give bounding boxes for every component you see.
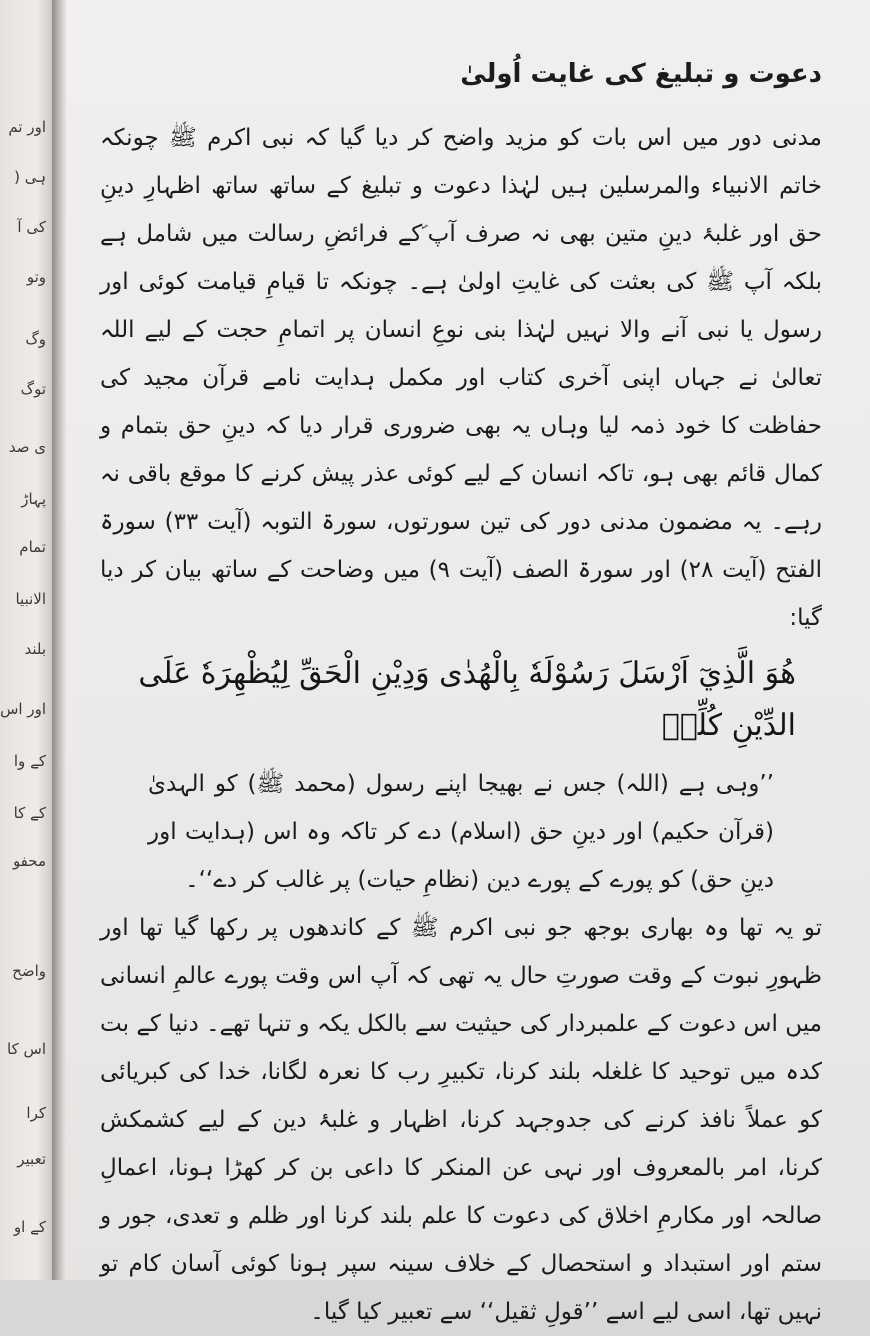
margin-fragment: توگ	[20, 380, 46, 398]
page-content	[100, 52, 822, 1336]
margin-fragment: ہی (	[14, 168, 46, 186]
margin-fragment: محفو	[12, 852, 46, 870]
verse-translation: ’’وہی ہے (اللہ) جس نے بھیجا اپنے رسول (محمد ﷺ) کو الہدیٰ (قرآن حکیم) اور دینِ حق (اسلام) دے کر تاکہ وہ اس (ہدایت اور دینِ حق) کو پورے کے پورے دین (نظامِ حیات) پر غالب کر دے‘‘۔	[148, 771, 774, 893]
margin-fragment: تعبیر	[17, 1150, 46, 1168]
margin-fragment: الانبیا	[15, 590, 46, 608]
book-gutter	[52, 0, 66, 1280]
book-page	[66, 0, 870, 1325]
margin-fragment: کے او	[13, 1218, 46, 1236]
margin-fragment: واضح	[12, 962, 46, 980]
previous-page-edge	[0, 0, 53, 1280]
margin-fragment: اس کا	[7, 1040, 46, 1058]
margin-fragment: ی صد	[8, 438, 46, 456]
margin-fragment: تمام	[19, 538, 46, 556]
margin-fragment: پہاڑ	[21, 490, 46, 508]
paragraph-conclusion: تو یہ تھا وہ بھاری بوجھ جو نبی اکرم ﷺ کے کاندھوں پر رکھا گیا تھا اور ظہورِ نبوت کے وقت صورتِ حال یہ تھی کہ آپ اس وقت پورے عالمِ انسانی میں اس دعوت کے علمبردار کی حیثیت سے بالکل یکہ و تنہا تھے۔ دنیا کے بت کدہ میں توحید کا غلغلہ بلند کرنا، تکبیرِ رب کا نعرہ لگانا، خدا کی کبریائی کو عملاً نافذ کرنے کی جدوجہد کرنا، اظہار و غلبۂ دین کے لیے کشمکش کرنا، امر بالمعروف اور نہی عن المنکر کا داعی بن کر کھڑا ہونا، اعمالِ صالحہ اور مکارمِ اخلاق کی دعوت کا علم بلند کرنا اور ظلم و تعدی، جور و ستم اور استبداد و استحصال کے خلاف سینہ سپر ہونا کوئی آسان کام تو نہیں تھا، اسی لیے اسے ’’قولِ ثقیل‘‘ سے تعبیر کیا گیا۔	[100, 915, 822, 1325]
section-heading: دعوت و تبلیغ کی غایت اُولیٰ	[460, 59, 822, 89]
margin-fragment: وگ	[25, 330, 46, 348]
margin-fragment: بلند	[24, 640, 46, 658]
margin-fragment: اور اس	[0, 700, 46, 718]
margin-fragment: کی آ	[17, 218, 46, 236]
margin-fragment: وتو	[26, 268, 46, 286]
margin-fragment: کرا	[26, 1104, 46, 1122]
quranic-verse: هُوَ الَّذِيٓ اَرْسَلَ رَسُوْلَهٗ بِالْهُدٰى وَدِيْنِ الْحَقِّ لِيُظْهِرَهٗ عَلَى الدِّيْنِ كُلِّهٖ	[138, 656, 796, 743]
margin-fragment: کے کا	[13, 804, 46, 822]
margin-fragment: اور تم	[8, 118, 46, 136]
margin-fragment: کے وا	[13, 752, 46, 770]
paragraph-intro: مدنی دور میں اس بات کو مزید واضح کر دیا گیا کہ نبی اکرم ﷺ چونکہ خاتم الانبیاء والمرسلین ہیں لہٰذا دعوت و تبلیغ کے ساتھ ساتھ اظہارِ دینِ حق اور غلبۂ دینِ متین بھی نہ صرف آپ ؐکے فرائضِ رسالت میں شامل ہے بلکہ آپ ﷺ کی بعثت کی غایتِ اولیٰ ہے۔ چونکہ تا قیامِ قیامت کوئی اور رسول یا نبی آنے والا نہیں لہٰذا بنی نوعِ انسان پر اتمامِ حجت کے لیے اللہ تعالیٰ نے جہاں اپنی آخری کتاب اور مکمل ہدایت نامے قرآن مجید کی حفاظت کا خود ذمہ لیا وہاں یہ بھی ضروری قرار دیا کہ دینِ حق بتمام و کمال قائم بھی ہو، تاکہ انسان کے لیے کوئی عذر پیش کرنے کا موقع باقی نہ رہے۔ یہ مضمون مدنی دور کی تین سورتوں، سورۃ التوبہ (آیت ۳۳) سورۃ الفتح (آیت ۲۸) اور سورۃ الصف (آیت ۹) میں وضاحت کے ساتھ بیان کر دیا گیا:	[100, 125, 822, 631]
